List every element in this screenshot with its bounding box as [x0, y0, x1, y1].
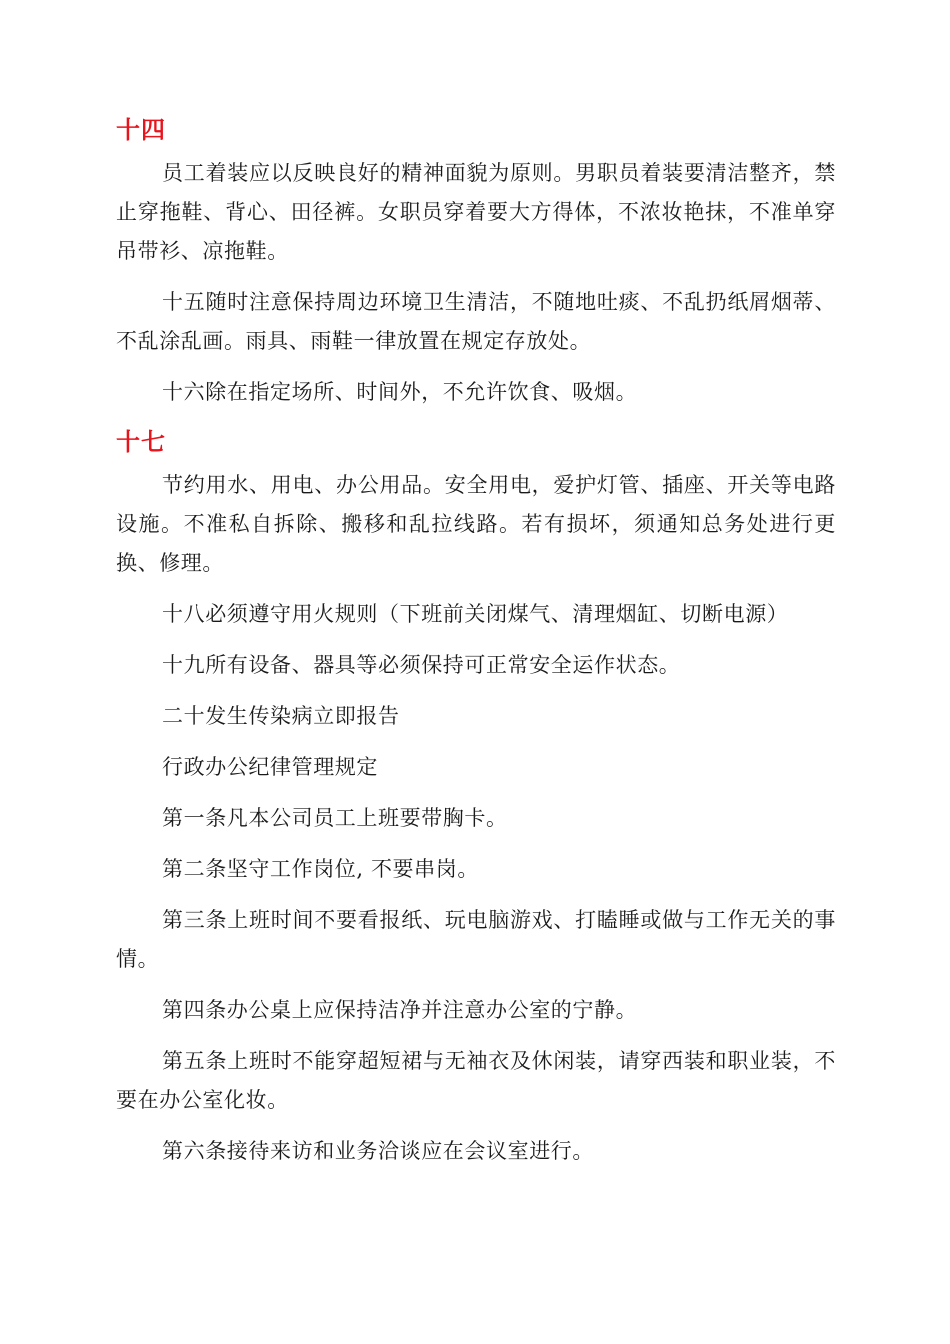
article-4: 第四条办公桌上应保持洁净并注意办公室的宁静。: [162, 998, 638, 1022]
item-16-paragraph: 十六除在指定场所、时间外，不允许饮食、吸烟。: [162, 380, 638, 404]
document-subtitle: 行政办公纪律管理规定: [162, 755, 378, 779]
document-content: [116, 112, 836, 1171]
item-20-paragraph: 二十发生传染病立即报告: [162, 704, 400, 728]
section-heading-17: 十七: [116, 428, 166, 456]
article-2: 第二条坚守工作岗位, 不要串岗。: [162, 857, 479, 881]
item-19-paragraph: 十九所有设备、器具等必须保持可正常安全运作状态。: [162, 653, 681, 677]
article-1: 第一条凡本公司员工上班要带胸卡。: [162, 806, 508, 830]
section-14-paragraph: 员工着装应以反映良好的精神面貌为原则。男职员着装要清洁整齐，禁止穿拖鞋、背心、田径裤。女职员穿着要大方得体，不浓妆艳抹，不准单穿吊带衫、凉拖鞋。: [116, 161, 836, 263]
section-17-paragraph: 节约用水、用电、办公用品。安全用电，爱护灯管、插座、开关等电路设施。不准私自拆除、搬移和乱拉线路。若有损坏，须通知总务处进行更换、修理。: [116, 473, 836, 575]
item-15-paragraph: 十五随时注意保持周边环境卫生清洁，不随地吐痰、不乱扔纸屑烟蒂、不乱涂乱画。雨具、雨鞋一律放置在规定存放处。: [116, 290, 836, 353]
article-6: 第六条接待来访和业务洽谈应在会议室进行。: [162, 1139, 594, 1163]
item-18-paragraph: 十八必须遵守用火规则（下班前关闭煤气、清理烟缸、切断电源）: [162, 602, 789, 626]
article-3: 第三条上班时间不要看报纸、玩电脑游戏、打瞌睡或做与工作无关的事情。: [116, 908, 836, 971]
section-heading-14: 十四: [116, 116, 166, 144]
article-5: 第五条上班时不能穿超短裙与无袖衣及休闲装，请穿西装和职业装，不要在办公室化妆。: [116, 1049, 836, 1112]
